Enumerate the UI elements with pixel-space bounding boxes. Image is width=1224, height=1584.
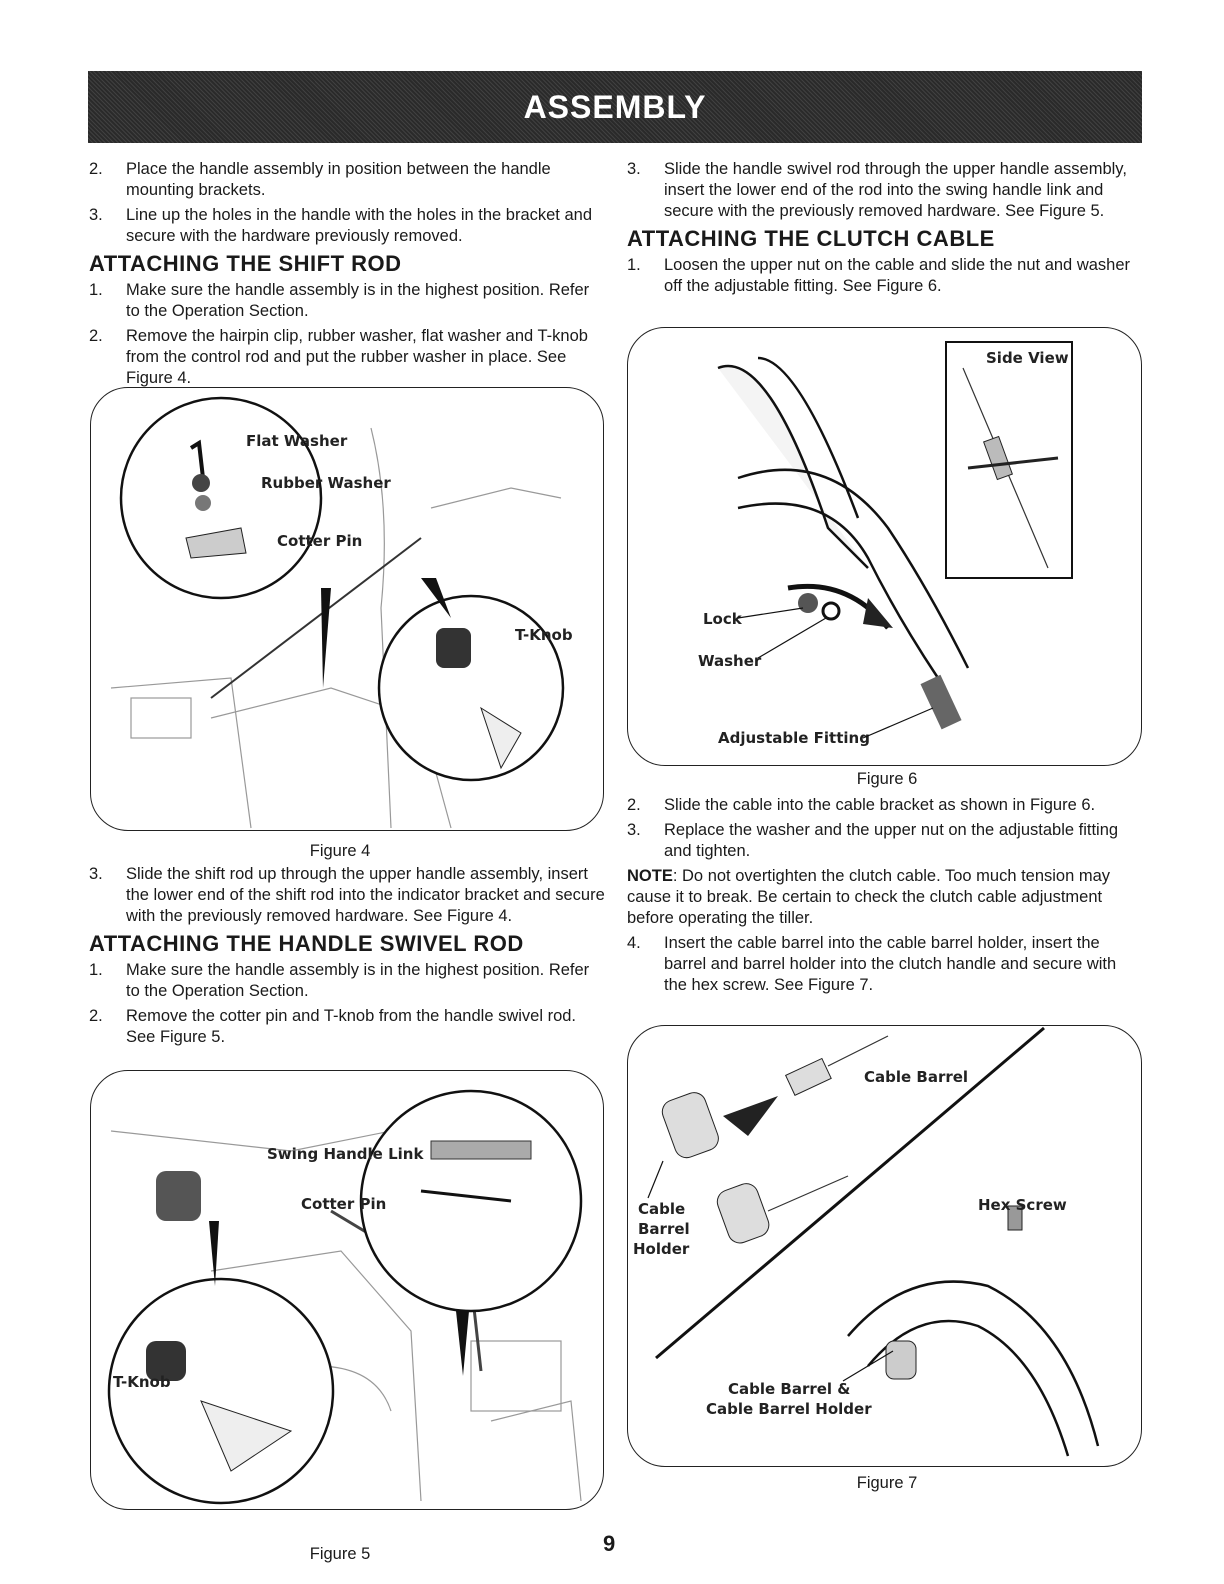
label-cable-barrel-holder-2: Barrel [638, 1220, 690, 1238]
figure-4 [90, 387, 604, 831]
step-item: 4. Insert the cable barrel into the cable barrel holder, insert the barrel and barrel holder into the clutch handle and secure with the hex screw. See Figure 7. [627, 934, 1117, 994]
label-flat-washer: Flat Washer [246, 432, 348, 450]
figure-5-caption: Figure 5 [309, 1545, 371, 1563]
label-t-knob: T-Knob [515, 626, 573, 644]
swivel-rod-heading: ATTACHING THE HANDLE SWIVEL ROD [89, 931, 524, 956]
step-item: 1. Make sure the handle assembly is in the highest position. Refer to the Operation Section. [89, 281, 590, 320]
note-label: NOTE [627, 867, 673, 885]
label-combo-2: Cable Barrel Holder [706, 1400, 872, 1418]
shift-rod-heading: ATTACHING THE SHIFT ROD [89, 251, 402, 276]
label-cable-barrel-holder-3: Holder [633, 1240, 690, 1258]
figure-6 [627, 327, 1142, 766]
detail-circle-top [121, 398, 321, 598]
label-cotter-pin: Cotter Pin [301, 1195, 387, 1213]
label-cable-barrel: Cable Barrel [864, 1068, 969, 1086]
detail-circle-bottom [379, 596, 563, 780]
step-item: 2. Remove the hairpin clip, rubber washer, flat washer and T-knob from the control rod and put the rubber washer in place. See Figure 4. [89, 327, 588, 387]
figure-7-caption: Figure 7 [856, 1474, 918, 1492]
label-cotter-pin: Cotter Pin [277, 532, 363, 550]
note-paragraph [627, 866, 1142, 929]
section-title: ASSEMBLY [523, 88, 707, 125]
step-item: 1. Loosen the upper nut on the cable and slide the nut and washer off the adjustable fitting. See Figure 6. [627, 256, 1131, 295]
label-side-view: Side View [986, 349, 1069, 367]
figure-7 [627, 1025, 1142, 1467]
figure-6-illustration [628, 328, 1141, 765]
label-hex-screw: Hex Screw [978, 1196, 1067, 1214]
label-swing-handle-link: Swing Handle Link [267, 1145, 424, 1163]
figure-4-illustration [91, 388, 603, 830]
label-lock: Lock [703, 610, 742, 628]
left-column-top [89, 159, 607, 393]
step-item: 3. Slide the shift rod up through the upper handle assembly, insert the lower end of the shift rod into the indicator bracket and secure with the previously removed hardware. See Figure 4. [89, 865, 605, 925]
figure-7-illustration [628, 1026, 1141, 1466]
figure-4-caption: Figure 4 [309, 842, 371, 860]
clutch-cable-heading: ATTACHING THE CLUTCH CABLE [627, 226, 995, 251]
page-number: 9 [603, 1531, 616, 1556]
figure-5-illustration [91, 1071, 603, 1509]
label-combo-1: Cable Barrel & [728, 1380, 851, 1398]
label-washer: Washer [698, 652, 762, 670]
left-column-middle [89, 864, 607, 1052]
step-item: 2. Remove the cotter pin and T-knob from the handle swivel rod. See Figure 5. [89, 1007, 577, 1046]
section-banner [88, 71, 1142, 143]
figure-5 [90, 1070, 604, 1510]
label-cable-barrel-holder-1: Cable [638, 1200, 686, 1218]
step-item: 2. Slide the cable into the cable bracket as shown in Figure 6. [627, 796, 1096, 814]
label-t-knob: T-Knob [113, 1373, 171, 1391]
detail-circle-right [361, 1091, 581, 1311]
step-item: 3. Line up the holes in the handle with the holes in the bracket and secure with the hardware previously removed. [89, 206, 592, 245]
right-column-top [627, 159, 1142, 301]
step-item: 1. Make sure the handle assembly is in the highest position. Refer to the Operation Section. [89, 961, 590, 1000]
step-item: 3. Slide the handle swivel rod through the upper handle assembly, insert the lower end of the rod into the swing handle link and secure with the previously removed hardware. See Figure 5. [627, 160, 1127, 220]
step-item: 3. Replace the washer and the upper nut on the adjustable fitting and tighten. [627, 821, 1119, 860]
note-text: : Do not overtighten the clutch cable. Too much tension may cause it to break. Be certain to check the clutch cable adjustment before operating the tiller. [627, 867, 1111, 927]
figure-6-caption: Figure 6 [856, 770, 918, 788]
detail-circle-left [109, 1279, 333, 1503]
label-rubber-washer: Rubber Washer [261, 474, 391, 492]
label-adjustable-fitting: Adjustable Fitting [718, 729, 870, 747]
right-column-middle [627, 795, 1142, 1000]
step-item: 2. Place the handle assembly in position between the handle mounting brackets. [89, 160, 551, 199]
